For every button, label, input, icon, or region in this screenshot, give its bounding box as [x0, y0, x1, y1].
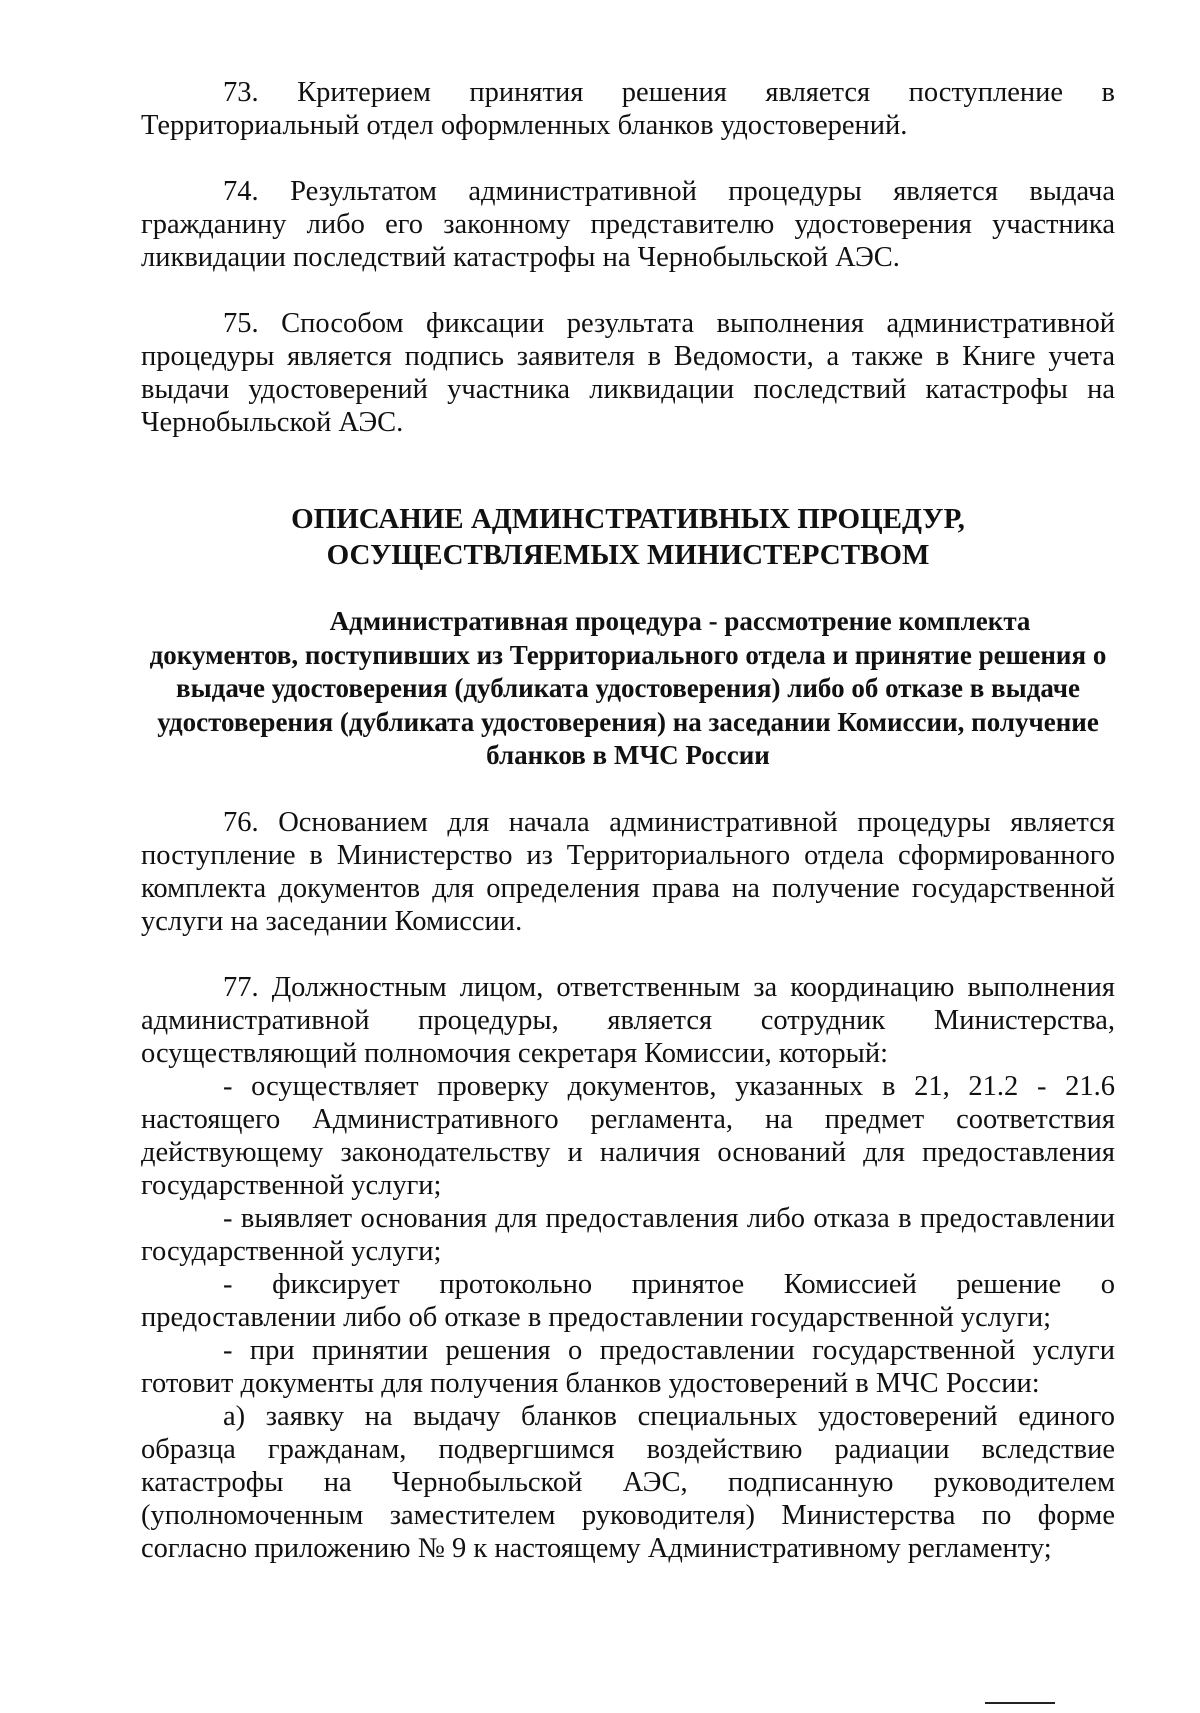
procedure-subheading — [141, 605, 1115, 773]
document-page — [141, 76, 1115, 1565]
paragraph-76: 76. Основанием для начала административной процедуры является поступление в Министерство из Территориального отдела сформированного комплекта документов для определения права на получение государственной услуги на заседании Комиссии. — [141, 806, 1115, 937]
paragraph-75: 75. Способом фиксации результата выполнения административной процедуры является подпись заявителя в Ведомости, а также в Книге учета выдачи удостоверений участника ликвидации последствий катастрофы на Чернобыльской АЭС. — [141, 308, 1115, 438]
page-footer-line — [985, 1702, 1055, 1704]
procedure-subheading-rest: документов, поступивших из Территориального отдела и принятие решения о выдаче удостоверения (дубликата удостоверения) либо об отказе в выдаче удостоверения (дубликата удостоверения) на заседании Комиссии, получение бланков в МЧС России — [149, 639, 1107, 770]
paragraph-74: 74. Результатом административной процедуры является выдача гражданину либо его законному представителю удостоверения участника ликвидации последствий катастрофы на Чернобыльской АЭС. — [141, 176, 1115, 273]
procedure-subheading-line-1: Административная процедура - рассмотрение комплекта — [329, 606, 1031, 636]
section-heading-line-1: ОПИСАНИЕ АДМИНСТРАТИВНЫХ ПРОЦЕДУР, — [291, 503, 965, 535]
section-heading-line-2: ОСУЩЕСТВЛЯЕМЫХ МИНИСТЕРСТВОМ — [326, 539, 930, 571]
duty-item-identify-grounds: - выявляет основания для предоставления либо отказа в предоставлении государственной услуги; — [141, 1202, 1115, 1267]
section-heading — [141, 501, 1115, 573]
duty-item-record-decision: - фиксирует протокольно принятое Комиссией решение о предоставлении либо об отказе в предоставлении государственной услуги; — [141, 1268, 1115, 1333]
sub-item-a-application: а) заявку на выдачу бланков специальных удостоверений единого образца гражданам, подвергшимся воздействию радиации вследствие катастрофы на Чернобыльской АЭС, подписанную руководителем (уполномоченным заместителем руководителя) Министерства по форме согласно приложению № 9 к настоящему Административному регламенту; — [141, 1400, 1115, 1564]
duty-item-check-documents: - осуществляет проверку документов, указанных в 21, 21.2 - 21.6 настоящего Административного регламента, на предмет соответствия действующему законодательству и наличия оснований для предоставления государственной услуги; — [141, 1070, 1115, 1201]
paragraph-77: 77. Должностным лицом, ответственным за координацию выполнения административной процедуры, является сотрудник Министерства, осуществляющий полномочия секретаря Комиссии, который: — [141, 971, 1115, 1069]
duty-item-prepare-documents: - при принятии решения о предоставлении государственной услуги готовит документы для получения бланков удостоверений в МЧС России: — [141, 1334, 1115, 1399]
paragraph-73: 73. Критерием принятия решения является поступление в Территориальный отдел оформленных бланков удостоверений. — [141, 77, 1115, 141]
